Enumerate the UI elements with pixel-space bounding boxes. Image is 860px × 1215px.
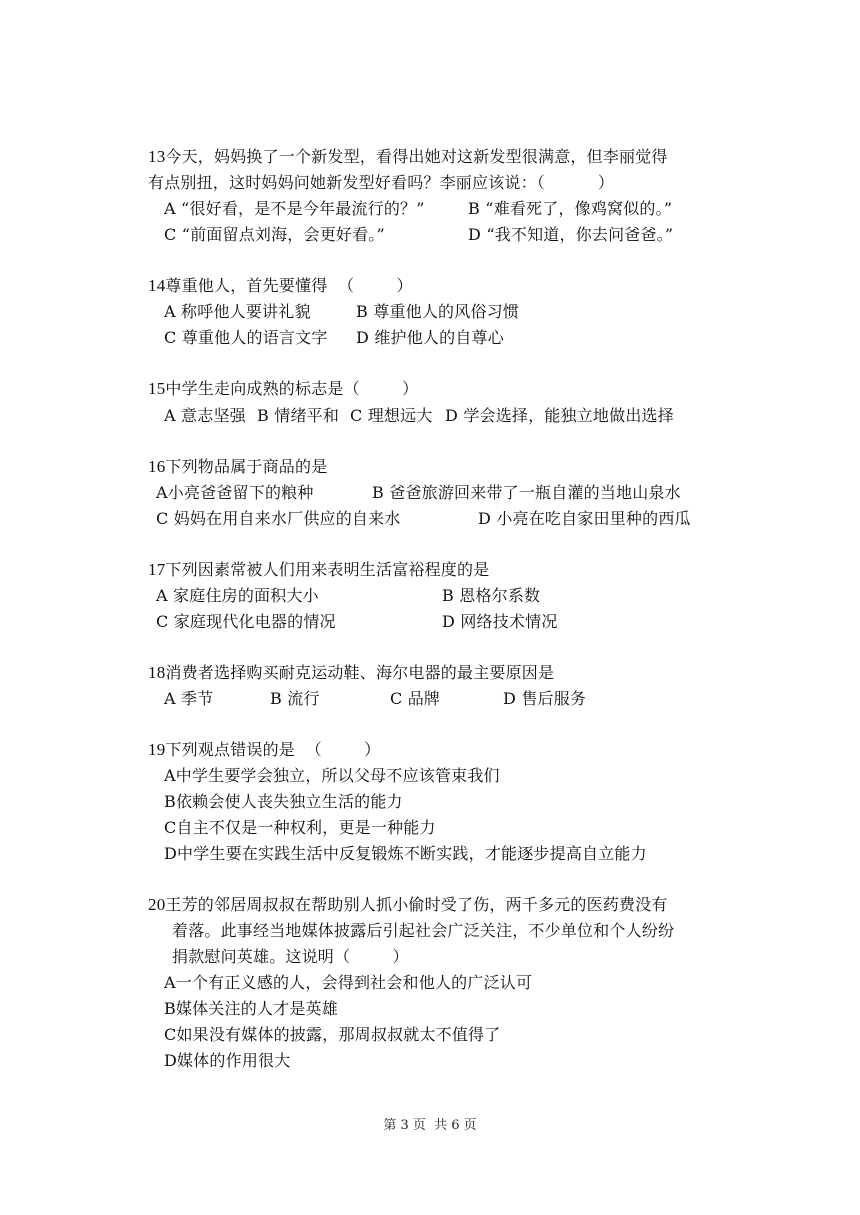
question-15-stem-text-1: 中学生走向成熟的标志是（ ） [165,379,419,398]
question-19-number: 19 [148,740,166,759]
question-19-stem-text-1: 下列观点错误的是 （ ） [165,740,381,759]
question-17-option-a: A 家庭住房的面积大小 [156,586,319,605]
question-14-option-d: D 维护他人的自尊心 [356,328,504,347]
question-20-stem-line-2: 着落。此事经当地媒体披露后引起社会广泛关注，不少单位和个人纷纷 [172,921,675,940]
question-18-option-a: A 季节 [164,689,214,708]
question-14-option-a: A 称呼他人要讲礼貌 [164,302,311,321]
question-20-option-d: D媒体的作用很大 [164,1051,291,1070]
question-20-stem-line-1 [148,892,668,918]
question-15-stem-line-1 [148,376,418,402]
question-15-option-c: C 理想远大 [350,406,433,425]
question-16-option-b: B 爸爸旅游回来带了一瓶自灌的当地山泉水 [372,483,681,502]
question-15-number: 15 [148,379,166,398]
page-footer: 第 3 页 共 6 页 [383,1118,477,1133]
question-13-stem-line-1 [148,144,668,170]
question-17-stem-line-1 [148,557,489,583]
question-13-stem-line-2: 有点别扭，这时妈妈问她新发型好看吗？李丽应该说：（ ） [148,173,615,192]
question-17-option-d: D 网络技术情况 [442,612,558,631]
question-15-option-a: A 意志坚强 [164,406,246,425]
question-14-option-b: B 尊重他人的风俗习惯 [356,302,520,321]
question-20-stem-text-1: 王芳的邻居周叔叔在帮助别人抓小偷时受了伤，两千多元的医药费没有 [165,895,668,914]
question-19-option-d: D中学生要在实践生活中反复锻炼不断实践，才能逐步提高自立能力 [164,844,647,863]
question-16-stem-line-1 [148,454,327,480]
question-16-stem-text-1: 下列物品属于商品的是 [165,457,328,476]
question-13-stem-text-1: 今天，妈妈换了一个新发型，看得出她对这新发型很满意，但李丽觉得 [165,147,668,166]
question-19-option-c: C自主不仅是一种权利，更是一种能力 [164,818,436,837]
question-13-option-b: B “难看死了，像鸡窝似的。” [468,199,673,218]
question-16-option-a: A小亮爸爸留下的粮种 [156,483,314,502]
question-17-option-b: B 恩格尔系数 [442,586,541,605]
question-17-stem-text-1: 下列因素常被人们用来表明生活富裕程度的是 [165,560,490,579]
question-13-option-a: A “很好看，是不是今年最流行的？” [164,199,425,218]
question-16-option-d: D 小亮在吃自家田里种的西瓜 [478,509,691,528]
question-18-number: 18 [148,663,166,682]
question-13-option-c: C “前面留点刘海，会更好看。” [164,225,385,244]
question-19-option-b: B依赖会使人丧失独立生活的能力 [164,792,403,811]
question-20-option-b: B媒体关注的人才是英雄 [164,999,338,1018]
question-16-option-c: C 妈妈在用自来水厂供应的自来水 [156,509,401,528]
question-15-option-b: B 情绪平和 [257,406,340,425]
question-20-option-c: C如果没有媒体的披露，那周叔叔就太不值得了 [164,1025,501,1044]
question-20-number: 20 [148,895,166,914]
question-18-option-c: C 品牌 [390,689,441,708]
question-14-number: 14 [148,276,166,295]
question-14-stem-text-1: 尊重他人，首先要懂得 （ ） [165,276,413,295]
question-18-stem-line-1 [148,660,554,686]
question-18-option-b: B 流行 [270,689,320,708]
question-18-option-d: D 售后服务 [503,689,587,708]
question-13-number: 13 [148,147,166,166]
question-17-number: 17 [148,560,166,579]
question-14-option-c: C 尊重他人的语言文字 [164,328,328,347]
question-18-stem-text-1: 消费者选择购买耐克运动鞋、海尔电器的最主要原因是 [165,663,555,682]
question-20-option-a: A一个有正义感的人，会得到社会和他人的广泛认可 [164,973,533,992]
question-16-number: 16 [148,457,166,476]
question-19-option-a: A中学生要学会独立，所以父母不应该管束我们 [164,766,500,785]
question-13-option-d: D “我不知道，你去问爸爸。” [468,225,674,244]
question-19-stem-line-1 [148,737,380,763]
question-15-option-d: D 学会选择，能独立地做出选择 [445,406,674,425]
question-14-stem-line-1 [148,273,413,299]
question-20-stem-line-3: 捐款慰问英雄。这说明（ ） [172,947,409,966]
question-17-option-c: C 家庭现代化电器的情况 [156,612,336,631]
